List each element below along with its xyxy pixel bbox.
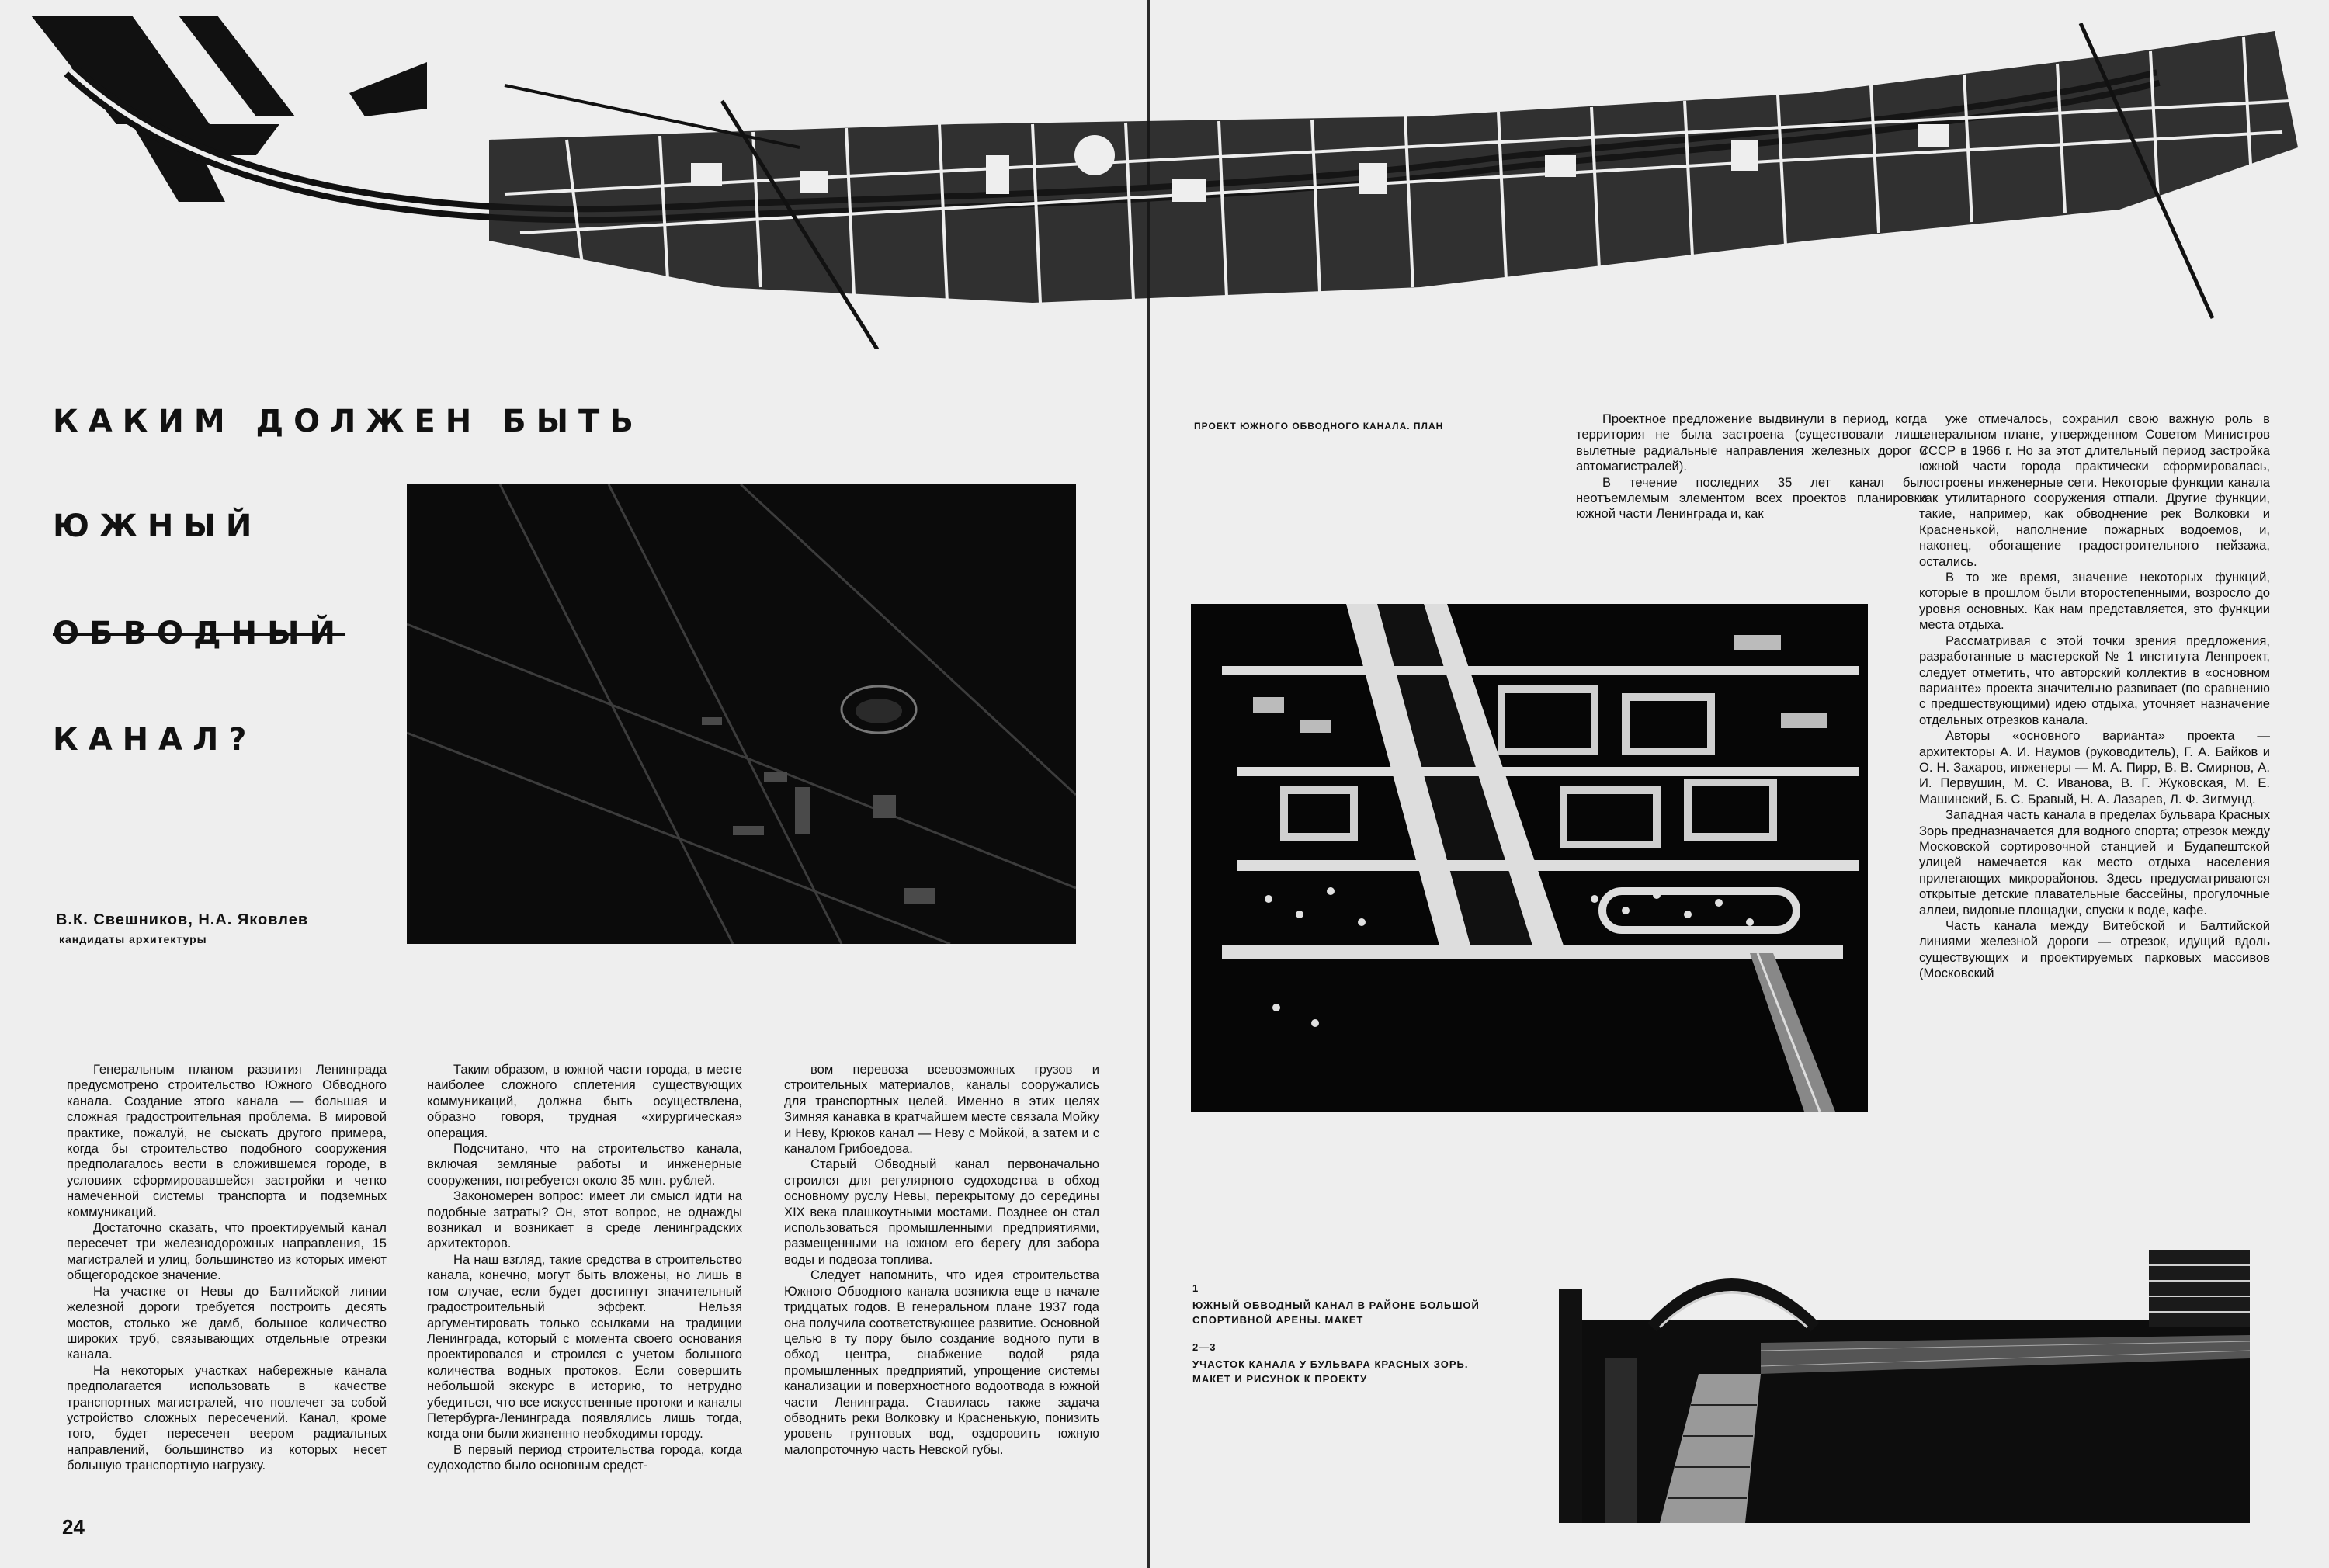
paragraph: Генеральным планом развития Ленинграда предусмотрено строительство Южного Обводного канала. Создание этого канала — большая и сложная градостроительная проблема. В мировой практике, пожалуй, не сыскать другого примера, когда бы строительство подобного сооружения предполагалось вести в сложившемся городе, в условиях сформировавшейся застройки и четко намеченной системы транспорта и подземных коммуникаций. xyxy=(67,1062,387,1219)
model-photo xyxy=(1191,604,1868,1112)
paragraph: Таким образом, в южной части города, в месте наиболее сложного сплетения существующих коммуникаций, должна быть осуществлена, образно говоря, трудная «хирургическая» операция. xyxy=(427,1062,742,1140)
fig23-number: 2—3 xyxy=(1192,1341,1217,1353)
paragraph: Авторы «основного варианта» проекта — архитекторы А. И. Наумов (руководитель), Г. А. Байков и О. Н. Захаров, инженеры — М. А. Пирр, В. В. Смирнов, А. И. Первушин, М. С. Иванова, В. Г. Жуковская, М. Е. Машинский, Б. С. Бравый, Н. А. Лазарев, Л. Ф. Зигмунд. xyxy=(1919,728,2270,807)
paragraph: Часть канала между Витебской и Балтийской линиями железной дороги — отрезок, идущий вдоль существующих и проектируемых парковых массивов (Московский xyxy=(1919,918,2270,981)
paragraph: уже отмечалось, сохранил свою важную роль в генеральном плане, утвержденном Советом Министров СССР в 1966 г. Но за этот длительный период застройка южной части города практически сформировалась, построены инженерные сети. Некоторые функции канала как утилитарного сооружения отпали. Другие функции, такие, например, как обводнение рек Волковки и Красненькой, наполнение пожарных водоемов, и, наконец, обогащение градостроительного пейзажа, остались. xyxy=(1919,411,2270,569)
text-column-3 xyxy=(784,1062,1099,1458)
fig1-caption: ЮЖНЫЙ ОБВОДНЫЙ КАНАЛ В РАЙОНЕ БОЛЬШОЙ СПОРТИВНОЙ АРЕНЫ. МАКЕТ xyxy=(1192,1299,1480,1326)
canal-sketch-image xyxy=(1559,1250,2258,1523)
paragraph: Западная часть канала в пределах бульвара Красных Зорь предназначается для водного спорта; отрезок между Московской сортировочной станцией и Будапештской улицей намечается как место отдыха населения прилегающих микрорайонов. Здесь предусматриваются открытые детские плавательные бассейны, прогулочные аллеи, видовые площадки, спуски к воде, кафе. xyxy=(1919,807,2270,918)
fig1-number: 1 xyxy=(1192,1282,1199,1294)
paragraph: В первый период строительства города, когда судоходство было основным средст- xyxy=(427,1441,742,1473)
fig23-caption: УЧАСТОК КАНАЛА У БУЛЬВАРА КРАСНЫХ ЗОРЬ. МАКЕТ И РИСУНОК К ПРОЕКТУ xyxy=(1192,1358,1469,1385)
page-number: 24 xyxy=(62,1515,85,1539)
paragraph: Следует напомнить, что идея строительства Южного Обводного канала возникла еще в начале тридцатых годов. В генеральном плане 1937 года она получила соответствующее развитие. Основной целью в ту пору было создание водного пути в обход центра, снабжение водой ряда промышленных предприятий, упрощение системы канализации и поверхностного водоотвода в южной части Ленинграда. Ставилась также задача обводнить реки Волковку и Красненькую, понизить уровень грунтовых вод, оздоровить южную малопроточную часть Невской губы. xyxy=(784,1268,1099,1457)
article-title-line-1: КАКИМ ДОЛЖЕН БЫТЬ xyxy=(53,404,644,439)
paragraph: Рассматривая с этой точки зрения предложения, разработанные в мастерской № 1 института Ленпроект, следует отметить, что авторский коллектив в «основном варианте» проекта значительно развивает (по сравнению с предшествующими) идею отдыха, уточняет назначение отдельных отрезков канала. xyxy=(1919,633,2270,727)
paragraph: Проектное предложение выдвинули в период, когда территория не была застроена (существовали лишь вылетные радиальные направления железных дорог и автомагистралей). xyxy=(1576,411,1927,474)
paragraph: Закономерен вопрос: имеет ли смысл идти на подобные затраты? Он, этот вопрос, не однажды возникал и возникает в среде ленинградских архитекторов. xyxy=(427,1188,742,1251)
paragraph: Подсчитано, что на строительство канала, включая земляные работы и инженерные сооружения, потребуется около 35 млн. рублей. xyxy=(427,1141,742,1188)
article-title-line-4: КАНАЛ? xyxy=(53,722,257,758)
text-column-2 xyxy=(427,1062,742,1474)
article-authors: В.К. Свешников, Н.А. Яковлев xyxy=(56,911,309,928)
model-photo-image xyxy=(1191,604,1868,1112)
paragraph: На некоторых участках набережные канала предполагается использовать в качестве транспортных магистралей, что повлечет за собой устройство сложных пересечений. Канал, кроме того, будет пересечен веером радиальных направлений, большинство из которых несет большую транспортную нагрузку. xyxy=(67,1362,387,1473)
paragraph: В течение последних 35 лет канал был неотъемлемым элементом всех проектов планировки южной части Ленинграда и, как xyxy=(1576,474,1927,522)
text-column-1 xyxy=(67,1062,387,1474)
article-title-line-2: ЮЖНЫЙ xyxy=(53,508,262,544)
aerial-photo xyxy=(407,484,1076,944)
paragraph: вом перевоза всевозможных грузов и строительных материалов, каналы сооружались для транспортных целей. Именно в этих целях Зимняя канавка в кратчайшем месте связала Мойку и Неву, Крюков канал — Неву с Мойкой, а затем и с каналом Грибоедова. xyxy=(784,1062,1099,1157)
article-title-line-3: ОБВОДНЫЙ xyxy=(53,616,346,651)
text-column-5 xyxy=(1919,411,2270,982)
canal-sketch xyxy=(1559,1250,2258,1523)
text-column-4 xyxy=(1576,411,1927,522)
aerial-photo-image xyxy=(407,484,1076,944)
paragraph: Достаточно сказать, что проектируемый канал пересечет три железнодорожных направления, 15 магистралей и улиц, большинство из которых имеют общегородское значение. xyxy=(67,1220,387,1283)
canal-plan-drawing xyxy=(23,8,2306,349)
author-degree: кандидаты архитектуры xyxy=(59,933,207,945)
paragraph: На наш взгляд, такие средства в строительство канала, конечно, могут быть вложены, но лишь в том случае, если будет достигнут значительный градостроительный эффект. Нельзя аргументировать только ссылками на традиции Ленинграда, который с момента своего основания проектировался и строился с учетом большого количества водных протоков. Если совершить небольшой экскурс в историю, то нетрудно убедиться, что все искусственные протоки и каналы Петербурга-Ленинграда появлялись лишь тогда, когда они были жизненно необходимы городу. xyxy=(427,1251,742,1441)
plan-caption: ПРОЕКТ ЮЖНОГО ОБВОДНОГО КАНАЛА. ПЛАН xyxy=(1194,421,1444,432)
paragraph: В то же время, значение некоторых функций, которые в прошлом были второстепенными, возросло до уровня основных. Как нам представляется, это функции места отдыха. xyxy=(1919,570,2270,633)
paragraph: На участке от Невы до Балтийской линии железной дороги требуется построить десять мостов, столько же дамб, большое количество широких труб, связывающих отдельные отрезки канала. xyxy=(67,1283,387,1362)
paragraph: Старый Обводный канал первоначально строился для регулярного судоходства в обход основному руслу Невы, перекрытому до середины XIX века плашкоутными мостами. Позднее он стал использоваться промышленными предприятиями, размещенными на южном его берегу для забора воды и подвоза топлива. xyxy=(784,1157,1099,1267)
